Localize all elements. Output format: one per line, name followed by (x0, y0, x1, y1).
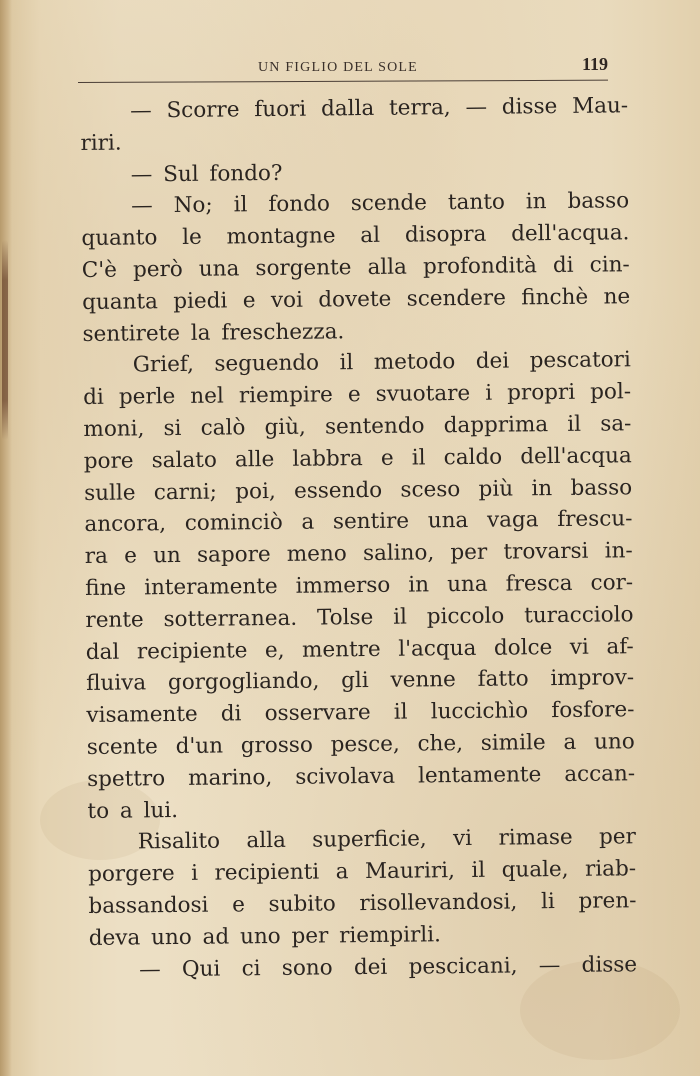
word: trovarsi (503, 538, 589, 565)
word: No; (173, 193, 213, 219)
word: dei (475, 348, 510, 375)
word: af- (606, 633, 634, 660)
word: fine (85, 575, 127, 601)
word: i (191, 860, 199, 887)
word: turacciolo (524, 601, 634, 629)
word: nel (190, 383, 224, 410)
word: subito (268, 891, 336, 917)
word: sceso (400, 476, 461, 503)
word: in (531, 475, 553, 501)
word: to (87, 798, 110, 824)
word: le (182, 224, 202, 251)
word: fluiva (86, 670, 147, 697)
word: montagne (226, 223, 336, 250)
word: per (598, 824, 636, 850)
word: quale, (501, 857, 569, 883)
word: il (567, 411, 582, 437)
word: lentamente (417, 761, 542, 789)
word: di (220, 701, 242, 727)
word: scendere (406, 285, 507, 312)
word: cin- (589, 252, 630, 278)
word: piedi (173, 288, 228, 314)
word: riab- (584, 856, 637, 882)
word: il (471, 857, 486, 884)
word: scivolava (295, 763, 396, 790)
word: perle (118, 384, 176, 410)
word: il (339, 350, 354, 376)
word: che, (417, 730, 464, 757)
word: giù, (264, 414, 306, 441)
word: Mau- (571, 93, 629, 119)
word: fondo? (209, 160, 283, 187)
binding-stain (2, 240, 8, 440)
word: disse (501, 94, 558, 120)
word: recipienti (214, 859, 320, 886)
word: in- (604, 538, 633, 564)
word: caldo (443, 444, 503, 470)
word: Mauriri, (364, 858, 456, 885)
word: voi (270, 287, 304, 313)
word: meno (286, 541, 347, 568)
word: metodo (373, 349, 456, 376)
running-title: UN FIGLIO DEL SOLE (258, 60, 418, 75)
word: dell'acqua. (511, 220, 630, 247)
word: accan- (564, 760, 636, 787)
word: i (485, 380, 493, 406)
word: quanta (82, 288, 159, 315)
word: riempirli. (338, 921, 442, 949)
word: — (139, 956, 161, 982)
word: una (427, 508, 469, 534)
word: simile (480, 730, 546, 756)
word: bassandosi (88, 892, 209, 919)
word: luccichìo (430, 698, 529, 725)
word: Tolse (316, 604, 374, 631)
word: vi (569, 634, 590, 660)
word: il (233, 192, 248, 218)
word: il (411, 445, 426, 471)
word: li (540, 888, 555, 915)
word: fatto (477, 666, 529, 693)
word: si (163, 415, 182, 442)
word: ra (84, 543, 109, 570)
word: sentire (332, 508, 410, 535)
word: ad (202, 924, 230, 950)
word: improv- (550, 665, 635, 692)
word: lui. (143, 797, 179, 823)
word: disse (581, 951, 638, 978)
word: pescicani, (408, 952, 518, 980)
word: frescu- (557, 506, 633, 533)
word: calò (200, 415, 246, 441)
word: per (450, 539, 488, 566)
word: sulle (84, 480, 136, 506)
word: uno (593, 729, 635, 755)
word: per (291, 923, 329, 949)
word: ne (603, 284, 631, 310)
word: e (380, 445, 394, 471)
word: d'un (175, 733, 224, 759)
word: e (347, 382, 361, 408)
word: marino, (188, 764, 273, 791)
word: ci (241, 955, 261, 981)
body-text (80, 90, 637, 986)
word: dalla (320, 95, 375, 122)
word: freschezza. (221, 318, 345, 346)
word: Qui (181, 956, 221, 982)
word: scente (86, 734, 158, 760)
word: sa- (600, 411, 632, 437)
word: grosso (240, 732, 313, 759)
word: il (393, 699, 408, 725)
word: venne (390, 667, 456, 694)
word: poi, (235, 478, 276, 504)
word: cominciò (184, 510, 283, 537)
word: fondo (268, 191, 330, 218)
word: dal (85, 639, 120, 665)
word: Grief, (132, 352, 195, 378)
word: pol- (590, 379, 632, 405)
word: e (242, 287, 256, 314)
word: fuori (254, 96, 307, 123)
word: visamente (86, 701, 198, 729)
word: alla (246, 828, 286, 854)
word: e, (264, 637, 285, 663)
word: deva (88, 925, 141, 951)
word: a (119, 798, 133, 824)
word: immerso (295, 572, 391, 599)
word: un (153, 543, 181, 569)
word: profondità (422, 253, 537, 280)
word: rimase (498, 825, 573, 851)
word: in (408, 572, 430, 598)
word: sotterranea. (163, 605, 298, 632)
word: interamente (143, 573, 278, 601)
word: — (465, 94, 488, 120)
word: porgere (88, 861, 175, 888)
word: al (360, 223, 381, 249)
word: finchè (521, 284, 589, 311)
word: — (131, 193, 153, 219)
word: vi (452, 826, 473, 852)
word: propri (507, 380, 576, 406)
word: e (232, 892, 246, 918)
word: scende (350, 190, 428, 217)
word: piccolo (426, 603, 505, 630)
word: sorgente (255, 255, 352, 282)
word: la (190, 320, 211, 346)
word: dovete (318, 286, 392, 313)
word: dell'acqua (520, 443, 632, 470)
word: basso (567, 188, 630, 215)
word: spettro (87, 765, 166, 792)
word: una (447, 571, 488, 598)
word: gorgogliando, (167, 668, 320, 696)
word: rente (85, 607, 144, 633)
word: labbra (292, 445, 363, 472)
word: disopra (404, 221, 487, 248)
word: pesce, (330, 731, 400, 758)
word: fosfore- (551, 697, 635, 724)
word: Risalito (137, 828, 221, 855)
word: dapprima (443, 412, 549, 439)
word: moni, (83, 416, 145, 442)
word: però (132, 256, 183, 283)
word: pren- (578, 888, 637, 914)
word: salino, (362, 540, 435, 567)
word: l'acqua (398, 635, 477, 662)
word: salato (151, 447, 217, 474)
page-header (80, 52, 610, 82)
word: — (130, 161, 153, 188)
word: risollevandosi, (359, 889, 518, 917)
word: alle (234, 446, 275, 473)
word: pore (83, 448, 134, 474)
word: dolce (493, 634, 553, 661)
page-number: 119 (581, 54, 608, 74)
word: superficie, (312, 826, 427, 853)
word: uno (150, 924, 192, 951)
word: essendo (293, 477, 383, 504)
word: uno (239, 923, 281, 950)
word: mentre (301, 636, 381, 663)
word: seguendo (214, 350, 320, 377)
word: pescatori (529, 347, 631, 374)
word: ancora, (84, 511, 167, 538)
word: sapore (196, 542, 271, 568)
word: terra, (388, 95, 451, 121)
word: sono (281, 954, 333, 981)
word: Scorre (166, 97, 240, 124)
word: tanto (447, 189, 505, 216)
word: una (198, 256, 240, 282)
word: recipiente (136, 637, 248, 664)
word: — (538, 952, 561, 978)
word: svuotare (375, 381, 471, 408)
word: basso (570, 474, 633, 501)
word: più (478, 476, 514, 502)
word: in (525, 189, 547, 215)
word: a (563, 729, 577, 755)
word: carni; (153, 479, 218, 505)
word: — (130, 98, 152, 124)
word: C'è (81, 257, 118, 283)
word: cor- (590, 570, 634, 596)
word: fresca (505, 570, 573, 597)
word: di (83, 384, 104, 411)
word: sentirete (82, 320, 181, 347)
word: vaga (486, 507, 539, 534)
word: il (393, 604, 408, 630)
word: riempire (238, 382, 333, 409)
word: osservare (264, 700, 371, 727)
word: riri. (80, 130, 122, 156)
word: alla (367, 254, 408, 280)
word: sentendo (324, 413, 425, 440)
word: Sul (163, 161, 199, 187)
word: e (124, 543, 138, 569)
word: di (552, 252, 574, 279)
word: a (301, 509, 315, 536)
word: a (335, 859, 349, 885)
word: gli (341, 668, 369, 694)
word: quanto (81, 225, 158, 252)
word: dei (353, 954, 388, 980)
page-edge (0, 0, 12, 1076)
text-line (89, 949, 637, 987)
